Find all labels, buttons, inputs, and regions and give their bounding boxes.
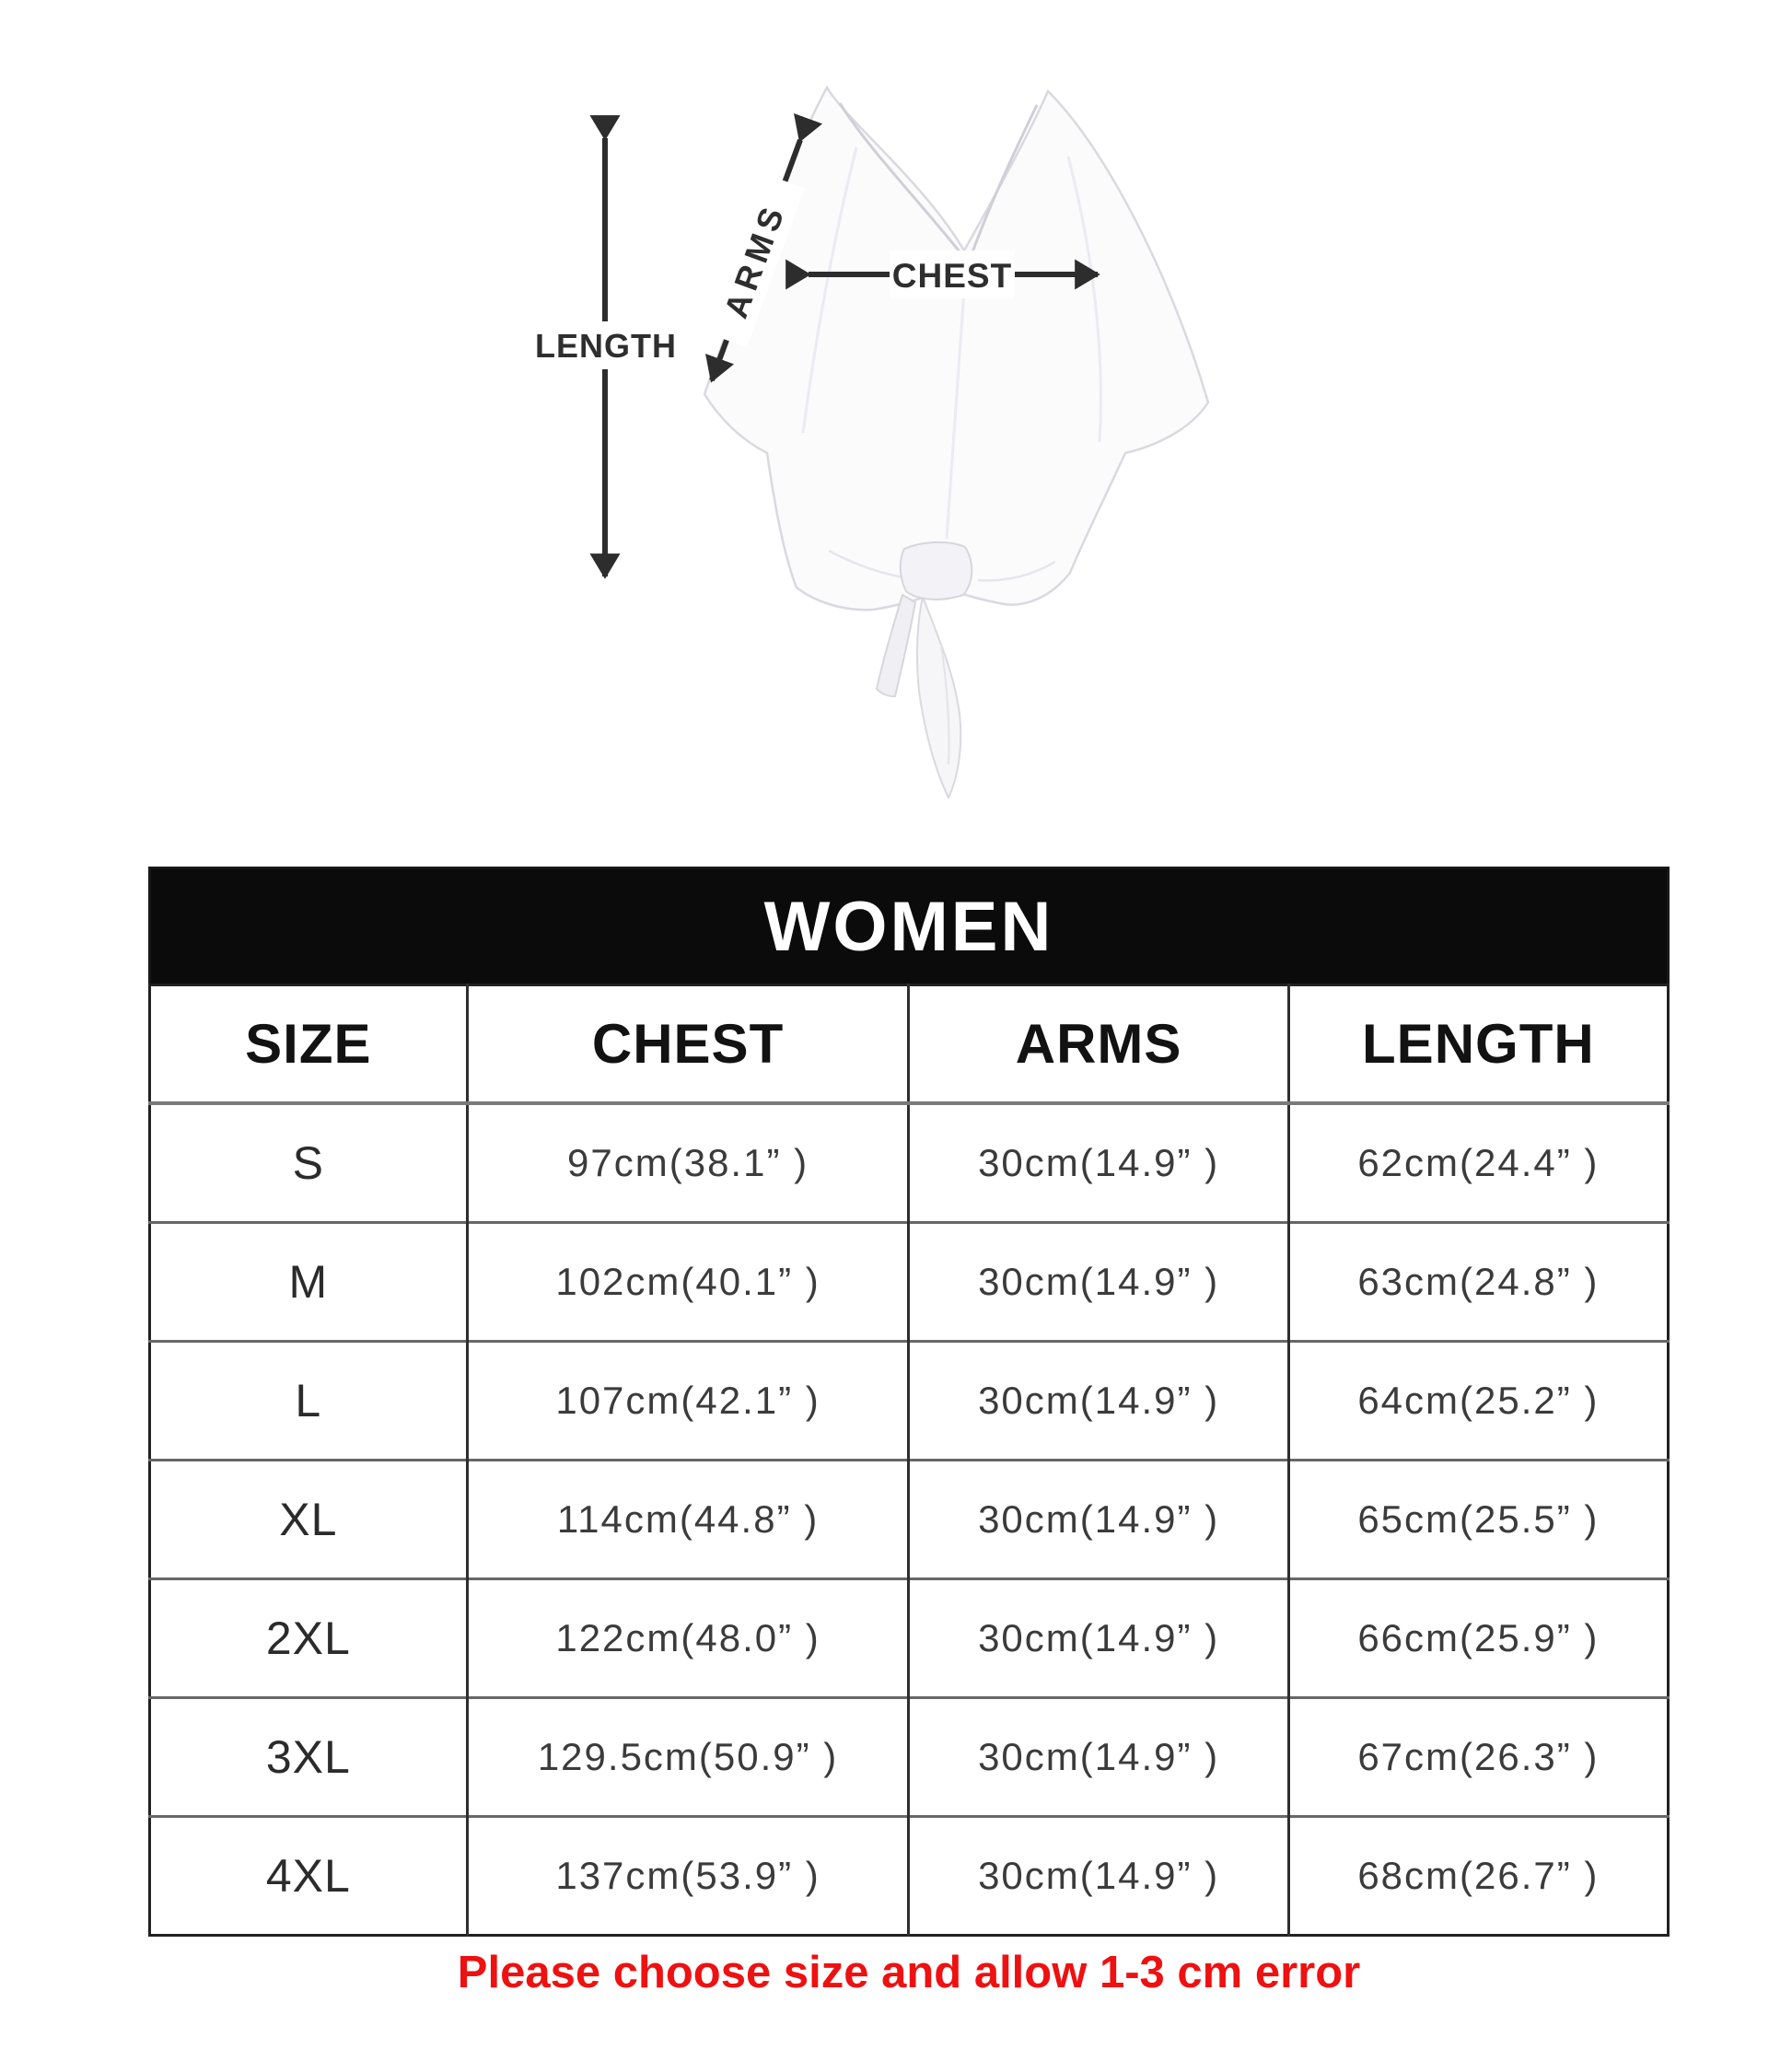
col-header-size: SIZE	[150, 985, 468, 1104]
col-header-arms: ARMS	[909, 985, 1288, 1104]
arms-cell: 30cm(14.9” )	[909, 1461, 1288, 1579]
table-row-m	[150, 1223, 1669, 1342]
arms-cell: 30cm(14.9” )	[909, 1579, 1288, 1698]
size-cell: M	[150, 1223, 468, 1342]
table-row-xl	[150, 1461, 1669, 1579]
arms-label: ARMS	[716, 197, 794, 323]
arms-cell: 30cm(14.9” )	[909, 1342, 1288, 1461]
size-cell: 3XL	[150, 1698, 468, 1817]
length-cell: 65cm(25.5” )	[1288, 1461, 1668, 1579]
length-cell: 68cm(26.7” )	[1288, 1817, 1668, 1936]
arms-cell: 30cm(14.9” )	[909, 1698, 1288, 1817]
length-label: LENGTH	[535, 327, 677, 365]
length-arrow	[532, 138, 680, 576]
length-cell: 67cm(26.3” )	[1288, 1698, 1668, 1817]
arms-cell: 30cm(14.9” )	[909, 1223, 1288, 1342]
table-row-s	[150, 1103, 1669, 1223]
chest-cell: 107cm(42.1” )	[467, 1342, 909, 1461]
size-chart	[148, 867, 1670, 1937]
length-cell: 66cm(25.9” )	[1288, 1579, 1668, 1698]
arms-cell: 30cm(14.9” )	[909, 1817, 1288, 1936]
size-cell: L	[150, 1342, 468, 1461]
chest-cell: 137cm(53.9” )	[467, 1817, 909, 1936]
size-cell: 2XL	[150, 1579, 468, 1698]
size-cell: S	[150, 1103, 468, 1223]
chest-cell: 102cm(40.1” )	[467, 1223, 909, 1342]
col-header-length: LENGTH	[1288, 985, 1668, 1104]
chest-cell: 97cm(38.1” )	[467, 1103, 909, 1223]
header-row	[150, 985, 1669, 1104]
table-title: WOMEN	[148, 867, 1670, 984]
chest-cell: 114cm(44.8” )	[467, 1461, 909, 1579]
table-row-2xl	[150, 1579, 1669, 1698]
garment-measurement-diagram	[405, 28, 1308, 866]
chest-cell: 129.5cm(50.9” )	[467, 1698, 909, 1817]
chest-label: CHEST	[891, 257, 1013, 295]
size-cell: XL	[150, 1461, 468, 1579]
arms-cell: 30cm(14.9” )	[909, 1103, 1288, 1223]
size-cell: 4XL	[150, 1817, 468, 1936]
length-cell: 64cm(25.2” )	[1288, 1342, 1668, 1461]
size-table	[148, 984, 1670, 1937]
table-row-4xl	[150, 1817, 1669, 1936]
length-cell: 63cm(24.8” )	[1288, 1223, 1668, 1342]
garment-figure	[405, 28, 1308, 866]
size-note: Please choose size and allow 1-3 cm error	[457, 1948, 1361, 1997]
length-cell: 62cm(24.4” )	[1288, 1103, 1668, 1223]
col-header-chest: CHEST	[467, 985, 909, 1104]
table-row-l	[150, 1342, 1669, 1461]
table-row-3xl	[150, 1698, 1669, 1817]
chest-cell: 122cm(48.0” )	[467, 1579, 909, 1698]
